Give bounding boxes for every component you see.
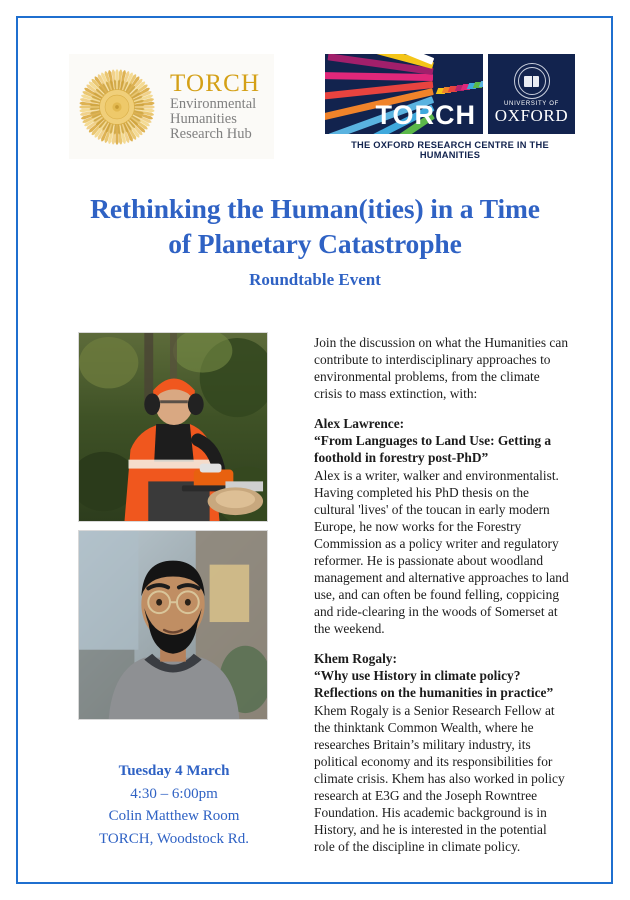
- poster-content: [22, 22, 608, 878]
- oxford-university-line: UNIVERSITY OF: [504, 101, 559, 108]
- env-hub-line1: Environmental: [170, 95, 257, 112]
- forestry-worker-photo: [78, 332, 268, 522]
- env-hub-brand: TORCH: [170, 69, 261, 97]
- speaker-1-talk-title: “From Languages to Land Use: Getting a foothold in forestry post-PhD”: [314, 433, 552, 466]
- torch-oxford-tagline: THE OXFORD RESEARCH CENTRE IN THE HUMANITIES: [351, 140, 549, 160]
- oxford-wordmark: OXFORD: [494, 106, 569, 126]
- env-hub-line2: Humanities: [170, 110, 237, 127]
- spacer: [314, 637, 570, 650]
- torch-oxford-logo: [325, 54, 575, 166]
- logo-row: [22, 54, 608, 174]
- torch-wordmark-box: [325, 54, 483, 134]
- env-humanities-hub-logo: [69, 54, 274, 159]
- event-time: 4:30 – 6:00pm: [130, 785, 218, 802]
- speaker-2-name: Khem Rogaly:: [314, 651, 397, 667]
- torch-wordmark: TORCH: [375, 100, 476, 130]
- left-column: [78, 332, 270, 720]
- open-book-icon: [524, 76, 539, 87]
- spacer: [314, 402, 570, 415]
- event-date: Tuesday 4 March: [118, 763, 230, 779]
- event-details: [68, 760, 280, 850]
- speaker-1-bio: Alex is a writer, walker and environmentalist. Having completed his PhD thesis on the cultural 'lives' of the toucan in early modern Europe, he now works for the Forestry Commission as a policy writer and regulatory reformer. He is passionate about woodland management and alternative approaches to land use, and can often be found felling, coppicing and ride-clearing in the woods of Somerset at the weekend.: [314, 467, 569, 637]
- speaker-1-name: Alex Lawrence:: [314, 416, 405, 432]
- poster-title-line2: of Planetary Catastrophe: [168, 227, 462, 259]
- poster-title-line1: Rethinking the Human(ities) in a Time: [90, 193, 540, 224]
- right-column: [314, 334, 570, 855]
- portrait-photo: [78, 530, 268, 720]
- event-venue: TORCH, Woodstock Rd.: [99, 830, 249, 847]
- poster-title: [22, 192, 608, 261]
- event-room: Colin Matthew Room: [108, 808, 240, 824]
- oxford-crest-box: [488, 54, 575, 134]
- env-hub-text-block: [170, 71, 260, 142]
- torch-oxford-logo-boxes: [325, 54, 575, 134]
- speaker-2-talk-title: “Why use History in climate policy? Reflections on the humanities in practice”: [314, 668, 554, 701]
- intro-paragraph: Join the discussion on what the Humanities can contribute to interdisciplinary approaches to environmental problems, from the climate crisis to mass extinction, with:: [314, 335, 569, 402]
- speaker-2-bio: Khem Rogaly is a Senior Research Fellow at the thinktank Common Wealth, where he researches Britain’s military industry, its political economy and its responsibilities for climate crisis. Khem has also worked in policy research at E3G and the Joseph Rowntree Foundation. His academic background is in History, and he is interested in the potential role of the discipline in climate policy.: [314, 702, 565, 855]
- sunburst-mandala-icon: [71, 61, 163, 153]
- env-hub-line3: Research Hub: [170, 126, 252, 143]
- oxford-crest-icon: [514, 63, 550, 99]
- poster-subtitle: Roundtable Event: [249, 270, 381, 289]
